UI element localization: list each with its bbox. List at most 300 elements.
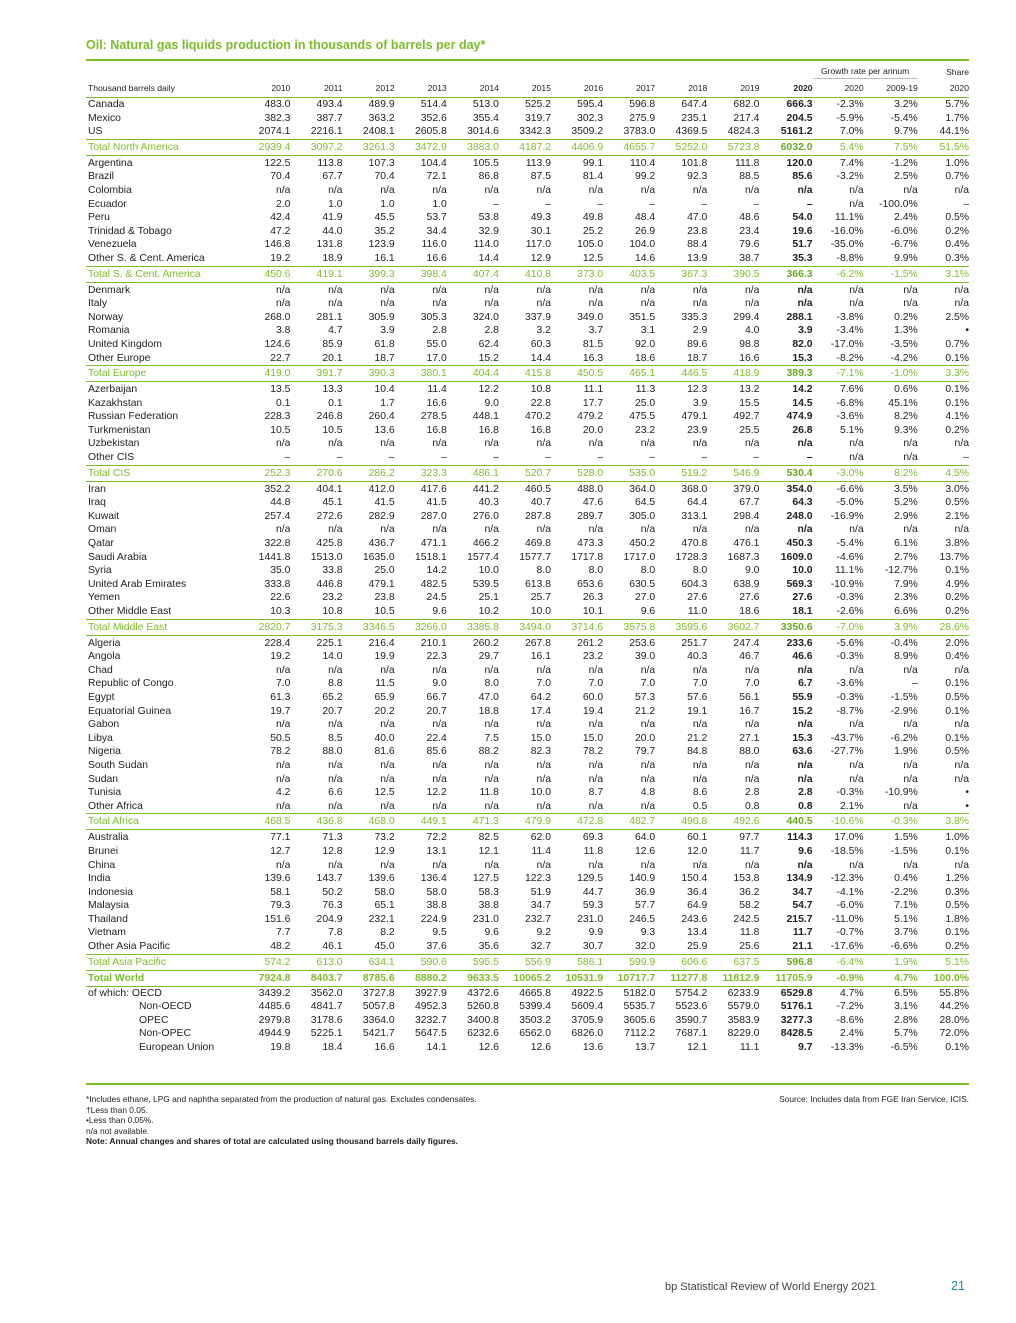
- table-cell: -0.9%: [813, 970, 864, 986]
- table-row: [86, 691, 969, 705]
- table-cell: –: [545, 198, 551, 210]
- table-cell: 0.2%: [945, 606, 969, 617]
- table-cell: 51.7: [792, 239, 813, 251]
- table-cell: 12.6: [634, 845, 656, 857]
- table-row: [86, 605, 969, 619]
- table-row: [86, 591, 969, 605]
- table-cell: 50.2: [322, 886, 343, 898]
- table-cell: 471.3: [447, 814, 499, 830]
- table-cell: 8.0: [640, 565, 656, 577]
- table-cell: 8.5: [328, 732, 343, 744]
- table-cell: n/a: [588, 298, 604, 310]
- table-cell: -0.3%: [836, 592, 864, 604]
- row-label: Yemen: [88, 592, 120, 604]
- table-row: [86, 732, 969, 746]
- table-cell: 6529.8: [780, 987, 813, 999]
- table-cell: n/a: [536, 773, 551, 785]
- table-cell: n/a: [849, 719, 864, 731]
- table-total-row: [86, 954, 969, 970]
- table-cell: 3.9%: [864, 619, 918, 635]
- table-cell: 546.9: [707, 465, 759, 481]
- table-cell: 287.8: [524, 510, 551, 522]
- table-cell: -5.4%: [836, 538, 864, 550]
- table-cell: 0.1%: [945, 397, 969, 409]
- table-cell: 120.0: [786, 157, 813, 169]
- table-cell: 4944.9: [258, 1028, 291, 1040]
- table-cell: 41.5: [426, 497, 447, 509]
- table-cell: 0.3%: [945, 886, 969, 898]
- table-cell: 8.8: [328, 678, 343, 690]
- table-cell: 11.1%: [834, 565, 864, 577]
- table-cell: 417.6: [420, 483, 447, 495]
- table-cell: 450.6: [238, 266, 290, 282]
- table-cell: 3783.0: [623, 126, 656, 138]
- table-cell: 10.8: [322, 606, 343, 617]
- table-cell: n/a: [432, 800, 447, 812]
- table-cell: n/a: [432, 184, 447, 196]
- table-cell: 349.0: [577, 311, 604, 323]
- table-cell: -12.3%: [830, 873, 864, 885]
- table-cell: 22.3: [426, 651, 447, 663]
- table-cell: 12.0: [687, 845, 708, 857]
- table-cell: n/a: [744, 524, 760, 536]
- table-cell: n/a: [640, 438, 656, 450]
- table-cell: 460.5: [524, 483, 551, 495]
- table-cell: 70.4: [270, 171, 291, 183]
- table-cell: 25.7: [530, 592, 551, 604]
- table-cell: 9.2: [536, 927, 551, 939]
- table-cell: 113.9: [525, 157, 551, 169]
- table-cell: 9.5: [432, 927, 447, 939]
- table-cell: 324.0: [472, 311, 499, 323]
- table-cell: 11.1: [583, 384, 604, 396]
- table-cell: 337.9: [524, 311, 551, 323]
- table-cell: 15.0: [530, 732, 551, 744]
- table-cell: 44.1%: [939, 126, 969, 138]
- table-cell: -2.2%: [890, 886, 918, 898]
- table-cell: 3595.6: [655, 619, 707, 635]
- table-cell: –: [493, 198, 499, 210]
- table-cell: 492.6: [707, 814, 759, 830]
- table-cell: 49.8: [582, 212, 604, 224]
- table-cell: 7.8: [328, 927, 343, 939]
- table-cell: 13.6: [374, 424, 395, 436]
- table-cell: 15.5: [739, 397, 760, 409]
- table-cell: n/a: [849, 198, 864, 210]
- table-cell: n/a: [692, 298, 708, 310]
- row-label: Uzbekistan: [88, 438, 140, 450]
- table-cell: 299.4: [733, 311, 760, 323]
- table-cell: 231.0: [577, 913, 604, 925]
- table-cell: –: [388, 452, 395, 464]
- table-cell: 44.2%: [939, 1001, 969, 1013]
- table-cell: 129.5: [577, 873, 604, 885]
- table-cell: 10065.2: [499, 970, 551, 986]
- table-cell: 39.0: [634, 651, 656, 663]
- table-cell: n/a: [797, 524, 813, 536]
- table-cell: n/a: [328, 759, 343, 771]
- table-cell: 352.2: [264, 483, 291, 495]
- table-cell: 0.1: [328, 397, 343, 409]
- table-cell: 20.1: [322, 352, 343, 364]
- table-cell: 3439.2: [258, 987, 291, 999]
- title-rule: [86, 59, 969, 61]
- table-cell: 85.9: [322, 338, 343, 350]
- table-cell: 17.7: [582, 397, 604, 409]
- footnote-na: n/a not available.: [86, 1125, 150, 1136]
- table-cell: 9.9: [588, 927, 604, 939]
- table-cell: -43.7%: [830, 732, 864, 744]
- table-cell: 32.0: [634, 941, 656, 953]
- table-cell: 12.6: [478, 1042, 499, 1054]
- table-cell: 410.8: [499, 266, 551, 282]
- table-row: [86, 1027, 969, 1041]
- table-cell: n/a: [432, 298, 447, 310]
- table-cell: 65.1: [374, 900, 395, 912]
- row-label: Venezuela: [88, 239, 137, 251]
- row-label: OPEC: [139, 1014, 169, 1026]
- table-cell: 404.4: [447, 366, 499, 382]
- table-cell: 14.5: [792, 397, 813, 409]
- table-cell: 4665.8: [519, 987, 551, 999]
- table-row: [86, 1041, 969, 1055]
- row-label: Syria: [88, 565, 112, 577]
- table-cell: 64.2: [530, 691, 551, 703]
- table-cell: 62.0: [530, 832, 551, 844]
- table-cell: 38.8: [426, 900, 447, 912]
- table-cell: 2.1%: [945, 510, 969, 522]
- row-label: Nigeria: [88, 746, 121, 758]
- table-cell: 49.3: [530, 212, 551, 224]
- row-label: Colombia: [88, 184, 132, 196]
- growth-header-2020: 2020: [813, 79, 864, 98]
- table-cell: 204.9: [316, 913, 343, 925]
- row-label: Algeria: [88, 637, 121, 649]
- table-cell: 3714.6: [551, 619, 603, 635]
- table-cell: -4.6%: [836, 551, 864, 563]
- table-cell: 1.0%: [945, 157, 969, 169]
- table-cell: 1.0%: [945, 832, 969, 844]
- table-cell: 13.7%: [939, 551, 969, 563]
- table-cell: 634.1: [343, 954, 395, 970]
- table-cell: 7.9%: [894, 578, 918, 590]
- table-cell: 8880.2: [395, 970, 447, 986]
- table-cell: 71.3: [322, 832, 343, 844]
- table-cell: 79.3: [270, 900, 291, 912]
- table-cell: 355.4: [472, 112, 499, 124]
- table-row: [86, 211, 969, 225]
- table-cell: 32.9: [478, 225, 499, 237]
- table-cell: n/a: [903, 524, 918, 536]
- table-cell: 479.1: [368, 578, 395, 590]
- year-header: 2016: [551, 79, 603, 98]
- table-cell: -5.0%: [836, 497, 864, 509]
- table-cell: 448.1: [472, 411, 499, 423]
- table-cell: 17.0: [426, 352, 447, 364]
- table-cell: n/a: [903, 284, 918, 296]
- table-cell: 4.2: [276, 787, 291, 799]
- table-cell: 88.0: [322, 746, 343, 758]
- table-row: [86, 523, 969, 537]
- table-cell: -0.3%: [836, 691, 864, 703]
- growth-header-2009-19: 2009-19: [864, 79, 918, 98]
- table-cell: 25.2: [582, 225, 604, 237]
- table-cell: n/a: [588, 859, 604, 871]
- table-cell: n/a: [276, 184, 291, 196]
- table-cell: 88.0: [739, 746, 760, 758]
- table-cell: 647.4: [681, 99, 708, 110]
- row-label: Total World: [86, 970, 238, 986]
- table-cell: 10.0: [530, 606, 551, 617]
- table-cell: 1717.8: [571, 551, 604, 563]
- table-cell: n/a: [276, 800, 291, 812]
- table-cell: 61.8: [374, 338, 395, 350]
- table-cell: 99.2: [634, 171, 656, 183]
- table-cell: 9.9%: [894, 252, 918, 264]
- table-cell: 479.2: [577, 411, 604, 423]
- row-label: Vietnam: [88, 927, 126, 939]
- table-cell: 2605.8: [415, 126, 447, 138]
- table-cell: n/a: [328, 298, 343, 310]
- row-label: Brazil: [88, 171, 114, 183]
- table-cell: 53.8: [478, 212, 499, 224]
- table-cell: –: [597, 452, 604, 464]
- table-cell: 3.9: [380, 325, 395, 337]
- table-cell: 599.9: [603, 954, 655, 970]
- table-cell: n/a: [954, 284, 969, 296]
- table-cell: n/a: [640, 298, 656, 310]
- table-cell: n/a: [692, 438, 708, 450]
- table-cell: 0.4%: [945, 651, 969, 663]
- table-cell: -35.0%: [830, 239, 864, 251]
- table-cell: 19.4: [582, 705, 604, 717]
- table-cell: 0.1%: [945, 927, 969, 939]
- year-header-2020: 2020: [759, 79, 812, 98]
- table-cell: 2979.8: [258, 1014, 291, 1026]
- table-cell: 276.0: [472, 510, 499, 522]
- table-cell: n/a: [380, 524, 395, 536]
- table-cell: 36.2: [739, 886, 760, 898]
- footnote-note: Note: Annual changes and shares of total are calculated using thousand barrels daily figures.: [86, 1136, 458, 1146]
- table-cell: 12.1: [478, 845, 499, 857]
- table-cell: -3.5%: [890, 338, 918, 350]
- table-cell: 62.4: [478, 338, 499, 350]
- table-cell: 6233.9: [727, 987, 760, 999]
- table-cell: 260.4: [368, 411, 395, 423]
- table-cell: 18.9: [322, 252, 343, 264]
- row-label: Kuwait: [88, 510, 120, 522]
- table-cell: 16.6: [426, 397, 447, 409]
- table-cell: 27.0: [634, 592, 656, 604]
- table-cell: n/a: [797, 759, 813, 771]
- row-label: Indonesia: [88, 886, 134, 898]
- table-cell: 3.0%: [945, 483, 969, 495]
- table-cell: 260.2: [472, 637, 499, 649]
- table-row: [86, 496, 969, 510]
- table-cell: 3.8%: [918, 814, 969, 830]
- table-cell: n/a: [432, 664, 447, 676]
- table-cell: 15.2: [792, 705, 813, 717]
- table-cell: 479.1: [681, 411, 708, 423]
- table-cell: n/a: [797, 184, 813, 196]
- table-cell: 55.0: [426, 338, 447, 350]
- table-cell: -1.2%: [890, 157, 918, 169]
- table-cell: 398.4: [395, 266, 447, 282]
- table-cell: n/a: [276, 524, 291, 536]
- table-cell: 11277.8: [655, 970, 707, 986]
- row-label: Other S. & Cent. America: [88, 252, 205, 264]
- table-cell: n/a: [536, 524, 551, 536]
- table-row: [86, 170, 969, 184]
- table-cell: 143.7: [316, 873, 343, 885]
- table-cell: 88.5: [739, 171, 760, 183]
- table-cell: 22.4: [426, 732, 447, 744]
- table-cell: n/a: [588, 184, 604, 196]
- table-row: [86, 510, 969, 524]
- row-label: Peru: [88, 212, 110, 224]
- table-cell: 82.0: [792, 338, 813, 350]
- table-cell: n/a: [954, 773, 969, 785]
- table-cell: 569.3: [786, 578, 813, 590]
- row-label: Equatorial Guinea: [88, 705, 172, 717]
- table-cell: -18.5%: [830, 845, 864, 857]
- table-cell: 637.5: [707, 954, 759, 970]
- table-cell: 81.4: [582, 171, 604, 183]
- table-cell: 3175.3: [290, 619, 342, 635]
- table-row: [86, 1000, 969, 1014]
- table-cell: 105.5: [472, 157, 499, 169]
- table-cell: 64.9: [687, 900, 708, 912]
- table-cell: 11.8: [479, 787, 499, 799]
- row-label: Argentina: [88, 157, 133, 169]
- table-cell: n/a: [640, 524, 656, 536]
- table-cell: 335.3: [681, 311, 708, 323]
- row-label: Other Asia Pacific: [88, 941, 171, 953]
- table-cell: 5.7%: [894, 1028, 918, 1040]
- table-cell: -17.6%: [830, 941, 864, 953]
- table-cell: 493.4: [316, 99, 343, 110]
- table-cell: 100.0%: [918, 970, 969, 986]
- table-cell: 367.3: [655, 266, 707, 282]
- table-cell: 8428.5: [780, 1028, 813, 1040]
- table-cell: n/a: [954, 859, 969, 871]
- table-row: [86, 252, 969, 266]
- table-cell: 7.5: [484, 732, 499, 744]
- table-cell: 25.1: [478, 592, 499, 604]
- table-cell: n/a: [484, 759, 499, 771]
- table-cell: -12.7%: [884, 565, 918, 577]
- table-cell: n/a: [640, 664, 656, 676]
- table-cell: 0.1%: [945, 732, 969, 744]
- table-row: [86, 926, 969, 940]
- table-cell: 37.6: [426, 941, 447, 953]
- table-cell: 2216.1: [310, 126, 343, 138]
- table-cell: 34.7: [530, 900, 551, 912]
- table-cell: 596.8: [629, 99, 656, 110]
- table-cell: 8229.0: [727, 1028, 760, 1040]
- table-cell: 450.5: [551, 366, 603, 382]
- table-cell: 465.1: [603, 366, 655, 382]
- table-cell: 15.3: [792, 732, 813, 744]
- table-cell: 15.2: [478, 352, 499, 364]
- table-cell: 3.1%: [918, 266, 969, 282]
- table-cell: 114.0: [473, 239, 499, 251]
- table-cell: 10.5: [322, 424, 343, 436]
- table-cell: 58.3: [478, 886, 499, 898]
- table-total-row: [86, 619, 969, 635]
- table-total-row: [86, 366, 969, 382]
- table-cell: 556.9: [499, 954, 551, 970]
- table-cell: 16.1: [374, 252, 395, 264]
- table-cell: n/a: [640, 184, 656, 196]
- table-cell: 6.6%: [894, 606, 918, 617]
- table-cell: n/a: [328, 184, 343, 196]
- table-cell: 36.4: [687, 886, 708, 898]
- table-cell: 9.0: [744, 565, 760, 577]
- table-cell: n/a: [536, 859, 551, 871]
- table-cell: 5399.4: [519, 1001, 551, 1013]
- table-cell: n/a: [536, 438, 551, 450]
- table-cell: 407.4: [447, 266, 499, 282]
- row-label: Other CIS: [88, 452, 135, 464]
- table-cell: 412.0: [368, 483, 395, 495]
- table-cell: n/a: [954, 298, 969, 310]
- table-cell: 483.0: [264, 99, 291, 110]
- row-label: China: [88, 859, 116, 871]
- row-label: Trinidad & Tobago: [88, 225, 172, 237]
- table-cell: 20.0: [582, 424, 604, 436]
- table-cell: 0.1%: [945, 705, 969, 717]
- table-cell: 40.0: [374, 732, 395, 744]
- table-cell: 5.1%: [894, 913, 918, 925]
- table-row: [86, 800, 969, 814]
- table-row: [86, 899, 969, 913]
- table-cell: 9.7%: [894, 126, 918, 138]
- table-cell: 18.6: [634, 352, 656, 364]
- row-label: Other Middle East: [88, 606, 172, 617]
- table-cell: 76.3: [322, 900, 343, 912]
- table-cell: 0.4%: [945, 239, 969, 251]
- table-cell: 7.0: [276, 678, 291, 690]
- table-cell: 466.2: [472, 538, 499, 550]
- table-cell: 13.9: [687, 252, 708, 264]
- table-cell: -0.3%: [836, 651, 864, 663]
- row-label: Canada: [88, 99, 125, 110]
- table-cell: 13.1: [426, 845, 447, 857]
- table-cell: 15.0: [582, 732, 604, 744]
- table-cell: 25.0: [374, 565, 395, 577]
- table-cell: 0.2%: [945, 225, 969, 237]
- table-cell: n/a: [276, 284, 291, 296]
- table-cell: 11.4: [531, 845, 551, 857]
- table-cell: n/a: [849, 184, 864, 196]
- table-cell: 8.0: [692, 565, 708, 577]
- table-cell: 472.8: [551, 814, 603, 830]
- table-cell: n/a: [380, 800, 395, 812]
- table-cell: 72.0%: [939, 1028, 969, 1040]
- row-label: Non-OPEC: [139, 1028, 191, 1040]
- table-cell: 8.0: [536, 565, 551, 577]
- row-label: Republic of Congo: [88, 678, 174, 690]
- table-cell: –: [284, 452, 291, 464]
- table-cell: -8.7%: [836, 705, 864, 717]
- table-cell: 11.5: [375, 678, 395, 690]
- table-cell: 3562.0: [310, 987, 343, 999]
- table-cell: -1.5%: [890, 691, 918, 703]
- table-cell: 85.6: [792, 171, 813, 183]
- table-cell: 9.3: [640, 927, 656, 939]
- year-header: 2012: [343, 79, 395, 98]
